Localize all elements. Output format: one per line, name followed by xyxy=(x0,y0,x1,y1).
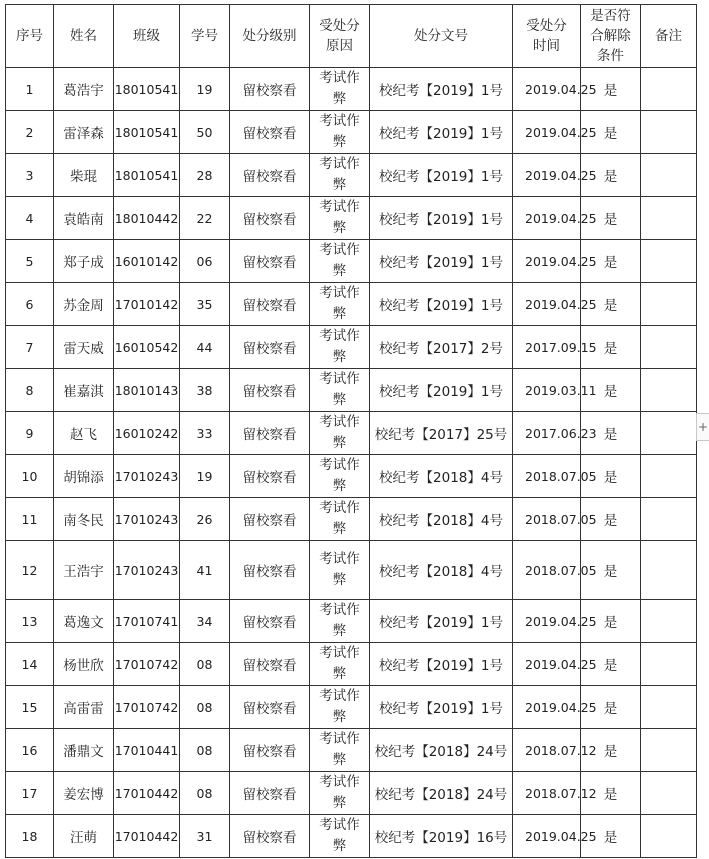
row-eligible: 是 xyxy=(581,283,641,326)
row-level: 留校察看 xyxy=(230,541,310,600)
row-doc-no: 校纪考【2019】1号 xyxy=(370,197,513,240)
row-time: 2019.04.25 xyxy=(513,600,581,643)
row-seq: 3 xyxy=(6,154,54,197)
row-level: 留校察看 xyxy=(230,600,310,643)
row-remark xyxy=(641,815,697,858)
table-row xyxy=(6,686,697,729)
row-time: 2018.07.05 xyxy=(513,455,581,498)
row-remark xyxy=(641,772,697,815)
row-seq: 16 xyxy=(6,729,54,772)
row-doc-no: 校纪考【2017】2号 xyxy=(370,326,513,369)
row-time: 2017.06.23 xyxy=(513,412,581,455)
row-class: 17010442 xyxy=(114,772,180,815)
row-student-no: 33 xyxy=(180,412,230,455)
row-eligible: 是 xyxy=(581,600,641,643)
row-name: 胡锦添 xyxy=(54,455,114,498)
row-eligible: 是 xyxy=(581,240,641,283)
row-student-no: 38 xyxy=(180,369,230,412)
row-doc-no: 校纪考【2017】25号 xyxy=(370,412,513,455)
row-remark xyxy=(641,240,697,283)
row-seq: 6 xyxy=(6,283,54,326)
row-level: 留校察看 xyxy=(230,412,310,455)
row-reason: 考试作弊 xyxy=(310,154,370,197)
row-reason: 考试作弊 xyxy=(310,111,370,154)
row-time: 2018.07.12 xyxy=(513,729,581,772)
row-remark xyxy=(641,541,697,600)
row-remark xyxy=(641,455,697,498)
row-remark xyxy=(641,68,697,111)
row-reason: 考试作弊 xyxy=(310,197,370,240)
row-doc-no: 校纪考【2019】1号 xyxy=(370,600,513,643)
row-name: 杨世欣 xyxy=(54,643,114,686)
table-row xyxy=(6,369,697,412)
row-seq: 1 xyxy=(6,68,54,111)
header-doc-no: 处分文号 xyxy=(370,5,513,68)
row-reason: 考试作弊 xyxy=(310,772,370,815)
row-student-no: 08 xyxy=(180,729,230,772)
row-seq: 4 xyxy=(6,197,54,240)
row-class: 18010541 xyxy=(114,154,180,197)
row-level: 留校察看 xyxy=(230,197,310,240)
plus-icon: + xyxy=(697,420,709,434)
row-name: 潘鼎文 xyxy=(54,729,114,772)
table-row xyxy=(6,729,697,772)
header-class: 班级 xyxy=(114,5,180,68)
row-class: 17010243 xyxy=(114,455,180,498)
row-reason: 考试作弊 xyxy=(310,240,370,283)
table-row xyxy=(6,772,697,815)
row-time: 2019.04.25 xyxy=(513,643,581,686)
row-reason: 考试作弊 xyxy=(310,369,370,412)
row-doc-no: 校纪考【2018】24号 xyxy=(370,772,513,815)
row-seq: 9 xyxy=(6,412,54,455)
row-class: 17010142 xyxy=(114,283,180,326)
row-level: 留校察看 xyxy=(230,283,310,326)
row-remark xyxy=(641,729,697,772)
row-student-no: 44 xyxy=(180,326,230,369)
row-remark xyxy=(641,643,697,686)
row-name: 崔嘉淇 xyxy=(54,369,114,412)
row-doc-no: 校纪考【2018】4号 xyxy=(370,498,513,541)
side-expand-handle[interactable] xyxy=(696,413,709,441)
row-time: 2019.04.25 xyxy=(513,68,581,111)
row-student-no: 26 xyxy=(180,498,230,541)
table-row xyxy=(6,111,697,154)
row-class: 17010243 xyxy=(114,498,180,541)
row-eligible: 是 xyxy=(581,455,641,498)
row-time: 2019.04.25 xyxy=(513,154,581,197)
row-seq: 17 xyxy=(6,772,54,815)
row-eligible: 是 xyxy=(581,197,641,240)
table-row xyxy=(6,455,697,498)
row-remark xyxy=(641,111,697,154)
row-doc-no: 校纪考【2019】1号 xyxy=(370,369,513,412)
row-time: 2019.03.11 xyxy=(513,369,581,412)
row-level: 留校察看 xyxy=(230,68,310,111)
row-doc-no: 校纪考【2019】1号 xyxy=(370,283,513,326)
row-student-no: 34 xyxy=(180,600,230,643)
row-name: 姜宏博 xyxy=(54,772,114,815)
row-eligible: 是 xyxy=(581,68,641,111)
row-reason: 考试作弊 xyxy=(310,455,370,498)
row-seq: 13 xyxy=(6,600,54,643)
row-class: 17010741 xyxy=(114,600,180,643)
header-eligible: 是否符合解除条件 xyxy=(581,5,641,68)
header-seq: 序号 xyxy=(6,5,54,68)
row-remark xyxy=(641,197,697,240)
row-class: 18010143 xyxy=(114,369,180,412)
row-student-no: 06 xyxy=(180,240,230,283)
row-remark xyxy=(641,600,697,643)
row-level: 留校察看 xyxy=(230,369,310,412)
row-time: 2019.04.25 xyxy=(513,240,581,283)
row-student-no: 35 xyxy=(180,283,230,326)
row-seq: 18 xyxy=(6,815,54,858)
row-seq: 10 xyxy=(6,455,54,498)
row-reason: 考试作弊 xyxy=(310,815,370,858)
row-eligible: 是 xyxy=(581,686,641,729)
row-eligible: 是 xyxy=(581,643,641,686)
row-reason: 考试作弊 xyxy=(310,498,370,541)
row-time: 2019.04.25 xyxy=(513,815,581,858)
row-name: 柴琨 xyxy=(54,154,114,197)
row-level: 留校察看 xyxy=(230,729,310,772)
row-doc-no: 校纪考【2019】1号 xyxy=(370,154,513,197)
table-row xyxy=(6,326,697,369)
row-class: 18010442 xyxy=(114,197,180,240)
row-eligible: 是 xyxy=(581,326,641,369)
row-seq: 2 xyxy=(6,111,54,154)
row-level: 留校察看 xyxy=(230,686,310,729)
row-remark xyxy=(641,154,697,197)
row-name: 汪萌 xyxy=(54,815,114,858)
row-doc-no: 校纪考【2019】1号 xyxy=(370,111,513,154)
row-class: 17010742 xyxy=(114,643,180,686)
row-remark xyxy=(641,498,697,541)
table-row xyxy=(6,815,697,858)
header-reason: 受处分原因 xyxy=(310,5,370,68)
row-name: 葛逸文 xyxy=(54,600,114,643)
row-time: 2018.07.12 xyxy=(513,772,581,815)
row-level: 留校察看 xyxy=(230,154,310,197)
table-row xyxy=(6,541,697,600)
table-row xyxy=(6,600,697,643)
row-remark xyxy=(641,326,697,369)
row-reason: 考试作弊 xyxy=(310,686,370,729)
row-doc-no: 校纪考【2018】4号 xyxy=(370,541,513,600)
row-class: 17010742 xyxy=(114,686,180,729)
row-doc-no: 校纪考【2019】1号 xyxy=(370,240,513,283)
row-doc-no: 校纪考【2019】1号 xyxy=(370,68,513,111)
row-student-no: 28 xyxy=(180,154,230,197)
row-eligible: 是 xyxy=(581,111,641,154)
row-reason: 考试作弊 xyxy=(310,643,370,686)
row-name: 雷泽森 xyxy=(54,111,114,154)
table-row xyxy=(6,283,697,326)
table-row xyxy=(6,498,697,541)
row-eligible: 是 xyxy=(581,369,641,412)
row-eligible: 是 xyxy=(581,772,641,815)
table-row xyxy=(6,197,697,240)
row-level: 留校察看 xyxy=(230,498,310,541)
header-name: 姓名 xyxy=(54,5,114,68)
row-name: 赵飞 xyxy=(54,412,114,455)
row-eligible: 是 xyxy=(581,412,641,455)
row-doc-no: 校纪考【2019】1号 xyxy=(370,643,513,686)
table-row xyxy=(6,68,697,111)
header-student-no: 学号 xyxy=(180,5,230,68)
row-eligible: 是 xyxy=(581,541,641,600)
row-eligible: 是 xyxy=(581,498,641,541)
row-doc-no: 校纪考【2018】4号 xyxy=(370,455,513,498)
row-name: 王浩宇 xyxy=(54,541,114,600)
row-student-no: 08 xyxy=(180,643,230,686)
row-name: 雷天威 xyxy=(54,326,114,369)
row-reason: 考试作弊 xyxy=(310,68,370,111)
row-eligible: 是 xyxy=(581,815,641,858)
discipline-table xyxy=(5,4,697,858)
row-remark xyxy=(641,369,697,412)
row-level: 留校察看 xyxy=(230,815,310,858)
header-remark: 备注 xyxy=(641,5,697,68)
row-seq: 7 xyxy=(6,326,54,369)
row-seq: 15 xyxy=(6,686,54,729)
row-time: 2019.04.25 xyxy=(513,197,581,240)
header-row xyxy=(6,5,697,68)
row-student-no: 08 xyxy=(180,772,230,815)
table-row xyxy=(6,643,697,686)
row-class: 17010442 xyxy=(114,815,180,858)
table-row xyxy=(6,240,697,283)
row-time: 2017.09.15 xyxy=(513,326,581,369)
row-student-no: 31 xyxy=(180,815,230,858)
row-remark xyxy=(641,412,697,455)
row-name: 高雷雷 xyxy=(54,686,114,729)
header-time: 受处分时间 xyxy=(513,5,581,68)
row-remark xyxy=(641,686,697,729)
row-reason: 考试作弊 xyxy=(310,283,370,326)
row-student-no: 08 xyxy=(180,686,230,729)
row-name: 苏金周 xyxy=(54,283,114,326)
row-time: 2019.04.25 xyxy=(513,283,581,326)
row-time: 2019.04.25 xyxy=(513,686,581,729)
row-reason: 考试作弊 xyxy=(310,541,370,600)
table-row xyxy=(6,412,697,455)
row-seq: 5 xyxy=(6,240,54,283)
row-seq: 11 xyxy=(6,498,54,541)
row-time: 2018.07.05 xyxy=(513,498,581,541)
row-class: 17010243 xyxy=(114,541,180,600)
row-reason: 考试作弊 xyxy=(310,326,370,369)
row-class: 16010242 xyxy=(114,412,180,455)
row-level: 留校察看 xyxy=(230,240,310,283)
row-class: 16010542 xyxy=(114,326,180,369)
row-student-no: 50 xyxy=(180,111,230,154)
row-student-no: 19 xyxy=(180,68,230,111)
row-doc-no: 校纪考【2018】24号 xyxy=(370,729,513,772)
row-class: 18010541 xyxy=(114,68,180,111)
row-class: 17010441 xyxy=(114,729,180,772)
row-level: 留校察看 xyxy=(230,772,310,815)
row-name: 南冬民 xyxy=(54,498,114,541)
row-reason: 考试作弊 xyxy=(310,412,370,455)
table-row xyxy=(6,154,697,197)
row-name: 葛浩宇 xyxy=(54,68,114,111)
row-reason: 考试作弊 xyxy=(310,600,370,643)
row-name: 袁皓南 xyxy=(54,197,114,240)
row-doc-no: 校纪考【2019】16号 xyxy=(370,815,513,858)
row-level: 留校察看 xyxy=(230,455,310,498)
row-level: 留校察看 xyxy=(230,111,310,154)
row-eligible: 是 xyxy=(581,154,641,197)
row-seq: 14 xyxy=(6,643,54,686)
row-student-no: 19 xyxy=(180,455,230,498)
row-level: 留校察看 xyxy=(230,643,310,686)
row-seq: 8 xyxy=(6,369,54,412)
row-remark xyxy=(641,283,697,326)
row-class: 18010541 xyxy=(114,111,180,154)
row-reason: 考试作弊 xyxy=(310,729,370,772)
row-class: 16010142 xyxy=(114,240,180,283)
row-name: 郑子成 xyxy=(54,240,114,283)
row-eligible: 是 xyxy=(581,729,641,772)
header-level: 处分级别 xyxy=(230,5,310,68)
row-time: 2019.04.25 xyxy=(513,111,581,154)
row-doc-no: 校纪考【2019】1号 xyxy=(370,686,513,729)
row-time: 2018.07.05 xyxy=(513,541,581,600)
row-seq: 12 xyxy=(6,541,54,600)
row-student-no: 22 xyxy=(180,197,230,240)
row-level: 留校察看 xyxy=(230,326,310,369)
row-student-no: 41 xyxy=(180,541,230,600)
